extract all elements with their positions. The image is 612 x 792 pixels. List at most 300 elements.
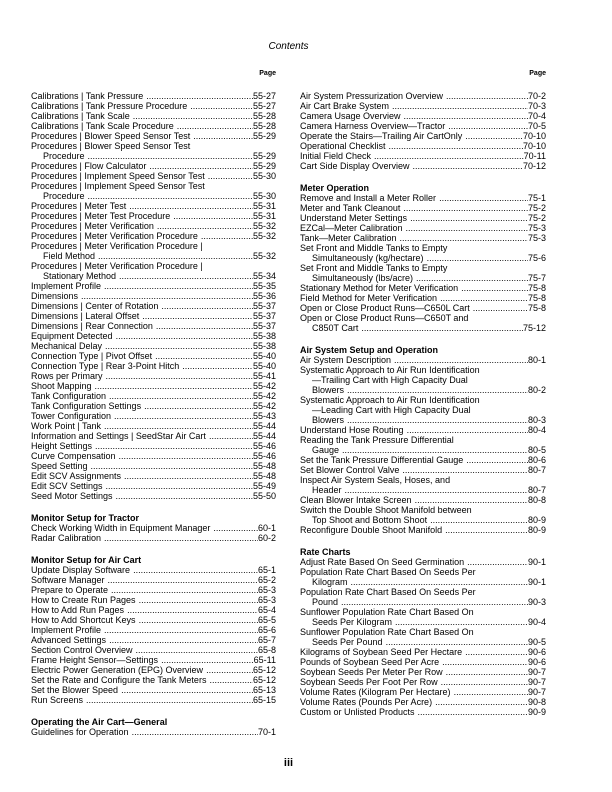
toc-entry bbox=[31, 341, 276, 351]
entry-title: Pounds of Soybean Seed Per Acre bbox=[300, 657, 440, 667]
dot-leader bbox=[348, 577, 528, 587]
toc-entry bbox=[31, 461, 276, 471]
entry-title: Procedures | Flow Calculator bbox=[31, 161, 147, 171]
dot-leader bbox=[106, 391, 253, 401]
toc-entry-line bbox=[300, 213, 546, 223]
toc-entry-line bbox=[300, 637, 546, 647]
entry-title: Seed Motor Settings bbox=[31, 491, 113, 501]
toc-entry bbox=[300, 293, 546, 303]
entry-title: Meter and Tank Cleanout bbox=[300, 203, 401, 213]
dot-leader bbox=[438, 677, 528, 687]
dot-leader bbox=[437, 293, 528, 303]
entry-title: Pound bbox=[312, 597, 339, 607]
toc-entry bbox=[31, 281, 276, 291]
toc-entry bbox=[31, 451, 276, 461]
entry-title: Software Manager bbox=[31, 575, 105, 585]
dot-leader bbox=[139, 311, 253, 321]
dot-leader bbox=[124, 605, 258, 615]
dot-leader bbox=[170, 211, 253, 221]
entry-title: Set Front and Middle Tanks to Empty bbox=[300, 263, 448, 273]
toc-entry bbox=[31, 111, 276, 121]
toc-entry bbox=[31, 481, 276, 491]
entry-page-number: 70-11 bbox=[523, 151, 546, 161]
entry-page-number: 55-44 bbox=[252, 431, 276, 441]
entry-title: Volume Rates (Pounds Per Acre) bbox=[300, 697, 433, 707]
entry-title: Header bbox=[312, 485, 342, 495]
toc-entry bbox=[300, 475, 546, 495]
toc-entry-line bbox=[31, 201, 276, 211]
entry-title: Volume Rates (Kilogram Per Hectare) bbox=[300, 687, 451, 697]
entry-page-number: 75-2 bbox=[527, 213, 546, 223]
toc-entry bbox=[300, 263, 546, 283]
entry-title: Procedures | Meter Test bbox=[31, 201, 127, 211]
toc-entry bbox=[31, 685, 276, 695]
toc-entry-line bbox=[300, 293, 546, 303]
toc-entry-line bbox=[31, 301, 276, 311]
entry-page-number: 90-1 bbox=[527, 557, 546, 567]
entry-title: Field Method for Meter Verification bbox=[300, 293, 438, 303]
toc-entry-line bbox=[300, 587, 546, 597]
toc-entry-line bbox=[31, 261, 276, 271]
dot-leader bbox=[116, 451, 253, 461]
toc-entry bbox=[31, 411, 276, 421]
entry-title: Procedures | Meter Verification Procedure bbox=[31, 231, 198, 241]
entry-title: Mechanical Delay bbox=[31, 341, 103, 351]
entry-title: Advanced Settings bbox=[31, 635, 107, 645]
entry-page-number: 80-5 bbox=[527, 445, 546, 455]
dot-leader bbox=[88, 461, 253, 471]
entry-page-number: 65-8 bbox=[257, 645, 276, 655]
entry-page-number: 65-3 bbox=[257, 585, 276, 595]
toc-entry-line bbox=[300, 657, 546, 667]
toc-entry bbox=[31, 161, 276, 171]
entry-page-number: 80-9 bbox=[527, 525, 546, 535]
entry-page-number: 55-44 bbox=[252, 421, 276, 431]
dot-leader bbox=[101, 421, 253, 431]
dot-leader bbox=[439, 657, 528, 667]
toc-entry bbox=[300, 567, 546, 587]
entry-page-number: 90-7 bbox=[527, 687, 546, 697]
entry-page-number: 55-35 bbox=[252, 281, 276, 291]
toc-entry-line bbox=[31, 271, 276, 281]
entry-page-number: 55-38 bbox=[252, 331, 276, 341]
entry-page-number: 55-37 bbox=[252, 301, 276, 311]
entry-page-number: 90-6 bbox=[527, 647, 546, 657]
dot-leader bbox=[392, 617, 528, 627]
dot-leader bbox=[174, 121, 253, 131]
dot-leader bbox=[401, 111, 528, 121]
entry-page-number: 60-2 bbox=[257, 533, 276, 543]
toc-entry bbox=[31, 585, 276, 595]
entry-page-number: 55-31 bbox=[252, 201, 276, 211]
toc-entry bbox=[300, 101, 546, 111]
entry-page-number: 90-7 bbox=[527, 667, 546, 677]
toc-entry bbox=[31, 351, 276, 361]
dot-leader bbox=[179, 361, 253, 371]
entry-title: Gauge bbox=[312, 445, 340, 455]
toc-entry bbox=[31, 615, 276, 625]
toc-entry-line bbox=[31, 381, 276, 391]
entry-title: —Leading Cart with High Capacity Dual bbox=[312, 405, 471, 415]
entry-title: Guidelines for Operation bbox=[31, 727, 129, 737]
toc-entry bbox=[300, 647, 546, 657]
dot-leader bbox=[442, 525, 528, 535]
toc-entry-line bbox=[300, 203, 546, 213]
entry-title: Tank Configuration bbox=[31, 391, 107, 401]
dot-leader bbox=[389, 101, 528, 111]
page-column-label: Page bbox=[259, 70, 276, 77]
toc-entry-line bbox=[31, 141, 276, 151]
toc-entry-line bbox=[31, 111, 276, 121]
toc-entry-line bbox=[31, 655, 276, 665]
dot-leader bbox=[400, 203, 528, 213]
entry-title: Frame Height Sensor—Settings bbox=[31, 655, 159, 665]
toc-entry-line bbox=[31, 727, 276, 737]
entry-page-number: 80-7 bbox=[527, 485, 546, 495]
entry-page-number: 80-8 bbox=[527, 495, 546, 505]
entry-title: Connection Type | Pivot Offset bbox=[31, 351, 153, 361]
toc-entry-line bbox=[300, 667, 546, 677]
toc-entry bbox=[31, 655, 276, 665]
entry-page-number: 75-3 bbox=[527, 223, 546, 233]
toc-entry-line bbox=[300, 435, 546, 445]
toc-entry bbox=[300, 141, 546, 151]
toc-entry bbox=[31, 575, 276, 585]
section-heading: Rate Charts bbox=[300, 547, 351, 557]
entry-page-number: 65-6 bbox=[257, 625, 276, 635]
toc-entry-line bbox=[31, 685, 276, 695]
entry-page-number: 55-29 bbox=[252, 131, 276, 141]
toc-entry-line bbox=[300, 263, 546, 273]
entry-page-number: 70-4 bbox=[527, 111, 546, 121]
toc-entry bbox=[300, 243, 546, 263]
dot-leader bbox=[146, 161, 253, 171]
entry-page-number: 55-37 bbox=[252, 311, 276, 321]
dot-leader bbox=[101, 533, 258, 543]
toc-entry-line bbox=[300, 151, 546, 161]
entry-page-number: 80-9 bbox=[527, 515, 546, 525]
entry-title: Kilogram bbox=[312, 577, 348, 587]
toc-entry-line bbox=[300, 677, 546, 687]
toc-entry-line bbox=[300, 375, 546, 385]
toc-entry-line bbox=[300, 425, 546, 435]
dot-leader bbox=[463, 455, 528, 465]
entry-page-number: 75-8 bbox=[527, 303, 546, 313]
toc-entry-line bbox=[31, 91, 276, 101]
entry-page-number: 70-10 bbox=[522, 131, 546, 141]
toc-entry-line bbox=[31, 675, 276, 685]
entry-title: Stationary Method for Meter Verification bbox=[300, 283, 459, 293]
dot-leader bbox=[443, 667, 528, 677]
entry-title: Curve Compensation bbox=[31, 451, 116, 461]
toc-entry-line bbox=[31, 281, 276, 291]
dot-leader bbox=[342, 485, 528, 495]
entry-title: Remove and Install a Meter Roller bbox=[300, 193, 437, 203]
toc-entry bbox=[300, 557, 546, 567]
entry-title: Open or Close Product Runs—C650L Cart bbox=[300, 303, 470, 313]
dot-leader bbox=[126, 201, 253, 211]
entry-title: Tank Configuration Settings bbox=[31, 401, 142, 411]
entry-page-number: 70-3 bbox=[527, 101, 546, 111]
entry-title: Run Screens bbox=[31, 695, 84, 705]
entry-title: Edit SCV Settings bbox=[31, 481, 103, 491]
entry-page-number: 70-2 bbox=[527, 91, 546, 101]
entry-title: Dimensions | Rear Connection bbox=[31, 321, 153, 331]
toc-entry-line bbox=[31, 565, 276, 575]
entry-page-number: 65-7 bbox=[257, 635, 276, 645]
dot-leader bbox=[130, 111, 253, 121]
entry-page-number: 65-1 bbox=[257, 565, 276, 575]
dot-leader bbox=[432, 697, 528, 707]
dot-leader bbox=[462, 647, 528, 657]
toc-entry-line bbox=[31, 241, 276, 251]
toc-entry bbox=[31, 181, 276, 201]
dot-leader bbox=[397, 233, 528, 243]
dot-leader bbox=[106, 635, 258, 645]
entry-title: Operational Checklist bbox=[300, 141, 386, 151]
entry-title: —Trailing Cart with High Capacity Dual bbox=[312, 375, 468, 385]
entry-title: Dimensions | Center of Rotation bbox=[31, 301, 159, 311]
entry-page-number: 80-2 bbox=[527, 385, 546, 395]
toc-entry bbox=[300, 505, 546, 525]
dot-leader bbox=[206, 675, 253, 685]
entry-page-number: 70-10 bbox=[522, 141, 546, 151]
toc-entry-line bbox=[31, 391, 276, 401]
entry-page-number: 65-12 bbox=[252, 665, 276, 675]
toc-entry-line bbox=[31, 151, 276, 161]
toc-entry bbox=[300, 425, 546, 435]
entry-page-number: 55-36 bbox=[252, 291, 276, 301]
entry-title: Systematic Approach to Air Run Identification bbox=[300, 365, 480, 375]
entry-title: Simultaneously (lbs/acre) bbox=[312, 273, 414, 283]
toc-entry bbox=[300, 223, 546, 233]
toc-entry bbox=[300, 495, 546, 505]
toc-entry-line bbox=[31, 595, 276, 605]
toc-entry bbox=[31, 431, 276, 441]
entry-title: Procedures | Meter Test Procedure bbox=[31, 211, 171, 221]
section-heading: Monitor Setup for Air Cart bbox=[31, 555, 142, 565]
entry-page-number: 55-41 bbox=[252, 371, 276, 381]
dot-leader bbox=[121, 471, 253, 481]
toc-entry-line bbox=[31, 121, 276, 131]
entry-title: Soybean Seeds Per Foot Per Row bbox=[300, 677, 438, 687]
toc-entry-line bbox=[31, 291, 276, 301]
entry-title: Sunflower Population Rate Chart Based On bbox=[300, 627, 474, 637]
toc-entry-line bbox=[31, 605, 276, 615]
section-heading: Meter Operation bbox=[300, 183, 370, 193]
entry-page-number: 65-3 bbox=[257, 595, 276, 605]
toc-entry-line bbox=[300, 141, 546, 151]
toc-entry bbox=[31, 675, 276, 685]
toc-entry-line bbox=[300, 193, 546, 203]
dot-leader bbox=[101, 281, 253, 291]
entry-page-number: 65-11 bbox=[253, 655, 276, 665]
toc-entry-line bbox=[300, 405, 546, 415]
entry-title: Section Control Overview bbox=[31, 645, 133, 655]
toc-entry-line bbox=[300, 505, 546, 515]
toc-entry bbox=[300, 587, 546, 607]
entry-title: Calibrations | Tank Pressure bbox=[31, 91, 144, 101]
entry-title: Adjust Rate Based On Seed Germination bbox=[300, 557, 465, 567]
entry-page-number: 55-42 bbox=[252, 391, 276, 401]
toc-entry-line bbox=[300, 365, 546, 375]
toc-entry-line bbox=[31, 161, 276, 171]
entry-page-number: 75-6 bbox=[527, 253, 546, 263]
dot-leader bbox=[391, 355, 528, 365]
entry-title: EZCal—Meter Calibration bbox=[300, 223, 403, 233]
dot-leader bbox=[95, 251, 253, 261]
toc-entry bbox=[31, 101, 276, 111]
dot-leader bbox=[154, 221, 253, 231]
toc-entry bbox=[300, 355, 546, 365]
dot-leader bbox=[410, 161, 523, 171]
toc-entry-line bbox=[31, 491, 276, 501]
toc-entry-line bbox=[31, 101, 276, 111]
toc-column-right bbox=[300, 69, 546, 717]
toc-entry bbox=[31, 471, 276, 481]
toc-entry bbox=[31, 301, 276, 311]
dot-leader bbox=[111, 411, 253, 421]
section-heading: Operating the Air Cart—General bbox=[31, 717, 168, 727]
entry-page-number: 90-7 bbox=[527, 677, 546, 687]
toc-entry-line bbox=[300, 485, 546, 495]
toc-entry bbox=[300, 91, 546, 101]
entry-page-number: 75-8 bbox=[527, 293, 546, 303]
toc-entry-line bbox=[31, 411, 276, 421]
entry-page-number: 60-1 bbox=[257, 523, 276, 533]
toc-entry bbox=[300, 525, 546, 535]
toc-entry-line bbox=[31, 471, 276, 481]
toc-entry-line bbox=[31, 191, 276, 201]
entry-title: Understand Hose Routing bbox=[300, 425, 404, 435]
toc-entry-line bbox=[300, 455, 546, 465]
toc-entry-line bbox=[300, 395, 546, 405]
dot-leader bbox=[158, 655, 254, 665]
toc-entry bbox=[31, 605, 276, 615]
toc-entry bbox=[31, 421, 276, 431]
entry-title: Information and Settings | SeedStar Air Cart bbox=[31, 431, 206, 441]
entry-page-number: 90-3 bbox=[527, 597, 546, 607]
dot-leader bbox=[190, 131, 253, 141]
entry-page-number: 55-49 bbox=[252, 481, 276, 491]
dot-leader bbox=[136, 615, 258, 625]
dot-leader bbox=[470, 303, 528, 313]
toc-entry-line bbox=[300, 355, 546, 365]
entry-page-number: 65-4 bbox=[257, 605, 276, 615]
dot-leader bbox=[141, 401, 253, 411]
toc-entry-line bbox=[300, 313, 546, 323]
entry-title: Electric Power Generation (EPG) Overview bbox=[31, 665, 204, 675]
toc-column-left bbox=[31, 69, 276, 737]
toc-entry bbox=[31, 321, 276, 331]
entry-page-number: 90-5 bbox=[527, 637, 546, 647]
entry-title: Dimensions bbox=[31, 291, 79, 301]
entry-title: Reconfigure Double Shoot Manifold bbox=[300, 525, 443, 535]
toc-entry bbox=[31, 665, 276, 675]
entry-page-number: 55-48 bbox=[252, 471, 276, 481]
entry-page-number: 55-38 bbox=[252, 341, 276, 351]
toc-entry-line bbox=[300, 323, 546, 333]
toc-entry bbox=[300, 233, 546, 243]
entry-title: Top Shoot and Bottom Shoot bbox=[312, 515, 428, 525]
entry-page-number: 65-2 bbox=[257, 575, 276, 585]
entry-page-number: 80-7 bbox=[527, 465, 546, 475]
entry-page-number: 75-3 bbox=[527, 233, 546, 243]
toc-entry bbox=[300, 365, 546, 395]
entry-title: How to Add Shortcut Keys bbox=[31, 615, 136, 625]
entry-title: Edit SCV Assignments bbox=[31, 471, 122, 481]
dot-leader bbox=[198, 231, 253, 241]
toc-section bbox=[300, 547, 546, 717]
toc-entry-line bbox=[300, 243, 546, 253]
entry-page-number: 75-8 bbox=[527, 283, 546, 293]
dot-leader bbox=[92, 441, 253, 451]
entry-title: Operate the Stairs—Trailing Air CartOnly bbox=[300, 131, 463, 141]
toc-entry-line bbox=[300, 415, 546, 425]
toc-entry bbox=[31, 221, 276, 231]
entry-title: Calibrations | Tank Scale bbox=[31, 111, 130, 121]
toc-entry-line bbox=[31, 665, 276, 675]
entry-title: Procedure bbox=[43, 191, 85, 201]
dot-leader bbox=[203, 665, 253, 675]
toc-entry bbox=[300, 283, 546, 293]
toc-entry bbox=[31, 645, 276, 655]
dot-leader bbox=[451, 687, 528, 697]
entry-title: Implement Profile bbox=[31, 281, 102, 291]
toc-entry bbox=[31, 533, 276, 543]
toc-entry-line bbox=[31, 523, 276, 533]
entry-title: Equipment Detected bbox=[31, 331, 113, 341]
entry-title: Stationary Method bbox=[43, 271, 117, 281]
toc-entry-line bbox=[31, 331, 276, 341]
entry-title: Kilograms of Soybean Seed Per Hectare bbox=[300, 647, 463, 657]
entry-page-number: 55-32 bbox=[252, 231, 276, 241]
toc-entry bbox=[31, 401, 276, 411]
page-column-label: Page bbox=[529, 70, 546, 77]
entry-title: Sunflower Population Rate Chart Based On bbox=[300, 607, 474, 617]
toc-entry bbox=[300, 707, 546, 717]
dot-leader bbox=[412, 495, 528, 505]
entry-page-number: 55-29 bbox=[252, 161, 276, 171]
dot-leader bbox=[118, 685, 253, 695]
dot-leader bbox=[210, 523, 258, 533]
toc-entry-line bbox=[300, 525, 546, 535]
toc-entry-line bbox=[31, 401, 276, 411]
entry-title: Procedures | Implement Speed Sensor Test bbox=[31, 171, 205, 181]
toc-entry bbox=[300, 303, 546, 313]
entry-title: Set the Rate and Configure the Tank Meters bbox=[31, 675, 207, 685]
entry-title: Calibrations | Tank Pressure Procedure bbox=[31, 101, 188, 111]
toc-entry-line bbox=[300, 515, 546, 525]
dot-leader bbox=[113, 331, 253, 341]
entry-title: Seeds Per Kilogram bbox=[312, 617, 393, 627]
entry-page-number: 75-12 bbox=[522, 323, 546, 333]
dot-leader bbox=[85, 191, 253, 201]
toc-entry bbox=[300, 465, 546, 475]
entry-page-number: 80-1 bbox=[527, 355, 546, 365]
entry-title: Blowers bbox=[312, 415, 345, 425]
toc-entry-line bbox=[300, 475, 546, 485]
dot-leader bbox=[464, 557, 528, 567]
toc-entry bbox=[31, 391, 276, 401]
entry-title: Open or Close Product Runs—C650T and bbox=[300, 313, 469, 323]
entry-page-number: 55-46 bbox=[252, 451, 276, 461]
entry-page-number: 55-31 bbox=[252, 211, 276, 221]
entry-page-number: 55-48 bbox=[252, 461, 276, 471]
toc-entry-line bbox=[300, 687, 546, 697]
entry-title: Set Front and Middle Tanks to Empty bbox=[300, 243, 448, 253]
toc-entry bbox=[31, 371, 276, 381]
